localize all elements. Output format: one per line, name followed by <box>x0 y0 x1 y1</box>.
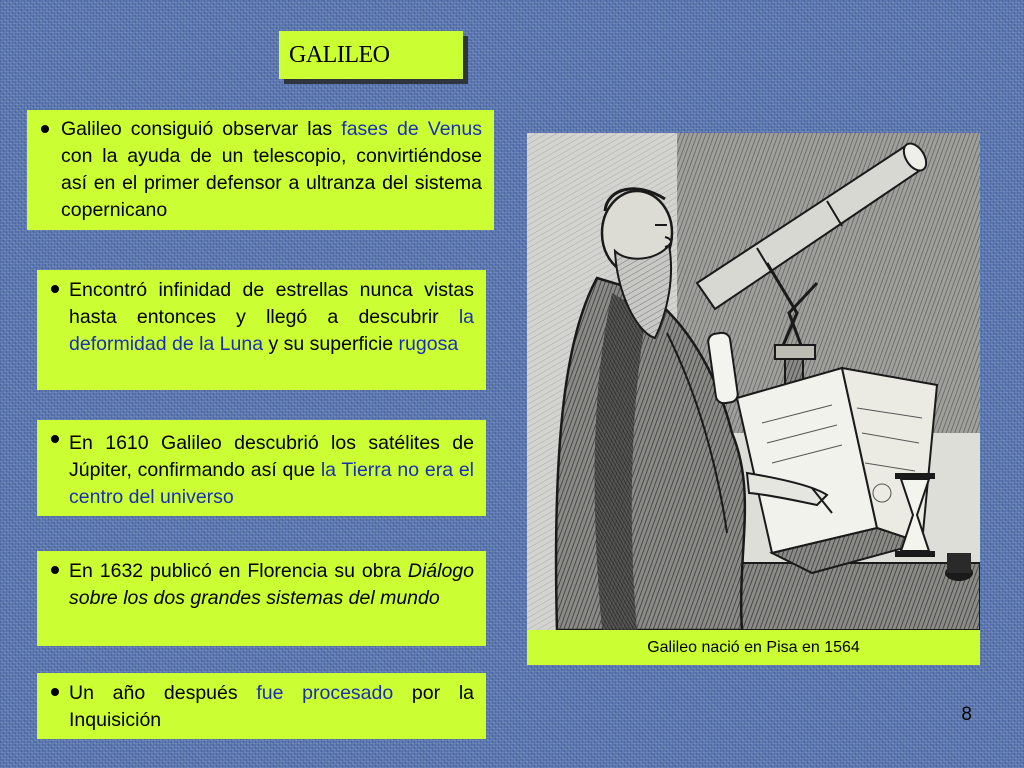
bullet-text: Un año después <box>69 682 257 704</box>
bullet-text: por la Inquisición <box>69 682 474 731</box>
caption-text: Galileo nació en Pisa en 1564 <box>647 638 860 656</box>
bullet-icon <box>51 688 59 696</box>
bullet-icon <box>51 435 59 443</box>
bullet-text: En 1632 publicó en Florencia su obra <box>69 560 408 582</box>
bullet-highlight: la deformidad de la Luna <box>69 306 474 355</box>
bullet-text: con la ayuda de un telescopio, convirtiéndose así en el primer defensor a ultranza del sistema copernicano <box>61 145 482 221</box>
bullet-box-venus <box>27 110 494 230</box>
galileo-engraving-image <box>527 133 980 630</box>
image-caption <box>527 630 980 665</box>
bullet-highlight: fue procesado <box>256 682 394 704</box>
bullet-text: Encontró infinidad de estrellas nunca vistas hasta entonces y llegó a descubrir <box>69 279 474 328</box>
slide-title-box <box>279 31 463 79</box>
book-title: Diálogo sobre los dos grandes sistemas del mundo <box>69 560 474 609</box>
bullet-highlight: fases de Venus <box>341 118 482 140</box>
bullet-box-dialogo <box>37 551 486 646</box>
bullet-text: Galileo consiguió observar las <box>61 118 342 140</box>
page-number: 8 <box>961 704 972 725</box>
bullet-highlight: la Tierra no era el centro del universo <box>69 459 474 508</box>
bullet-box-inquisicion <box>37 673 486 739</box>
bullet-icon <box>51 566 59 574</box>
bullet-text: y su superficie <box>263 333 399 355</box>
bullet-icon <box>51 285 59 293</box>
bullet-highlight: rugosa <box>398 333 459 355</box>
bullet-text: En 1610 Galileo descubrió los satélites de Júpiter, confirmando así que <box>69 432 474 481</box>
slide-title: GALILEO <box>289 41 390 68</box>
bullet-icon <box>41 125 49 133</box>
bullet-box-jupiter <box>37 420 486 516</box>
bullet-box-stars <box>37 270 486 390</box>
